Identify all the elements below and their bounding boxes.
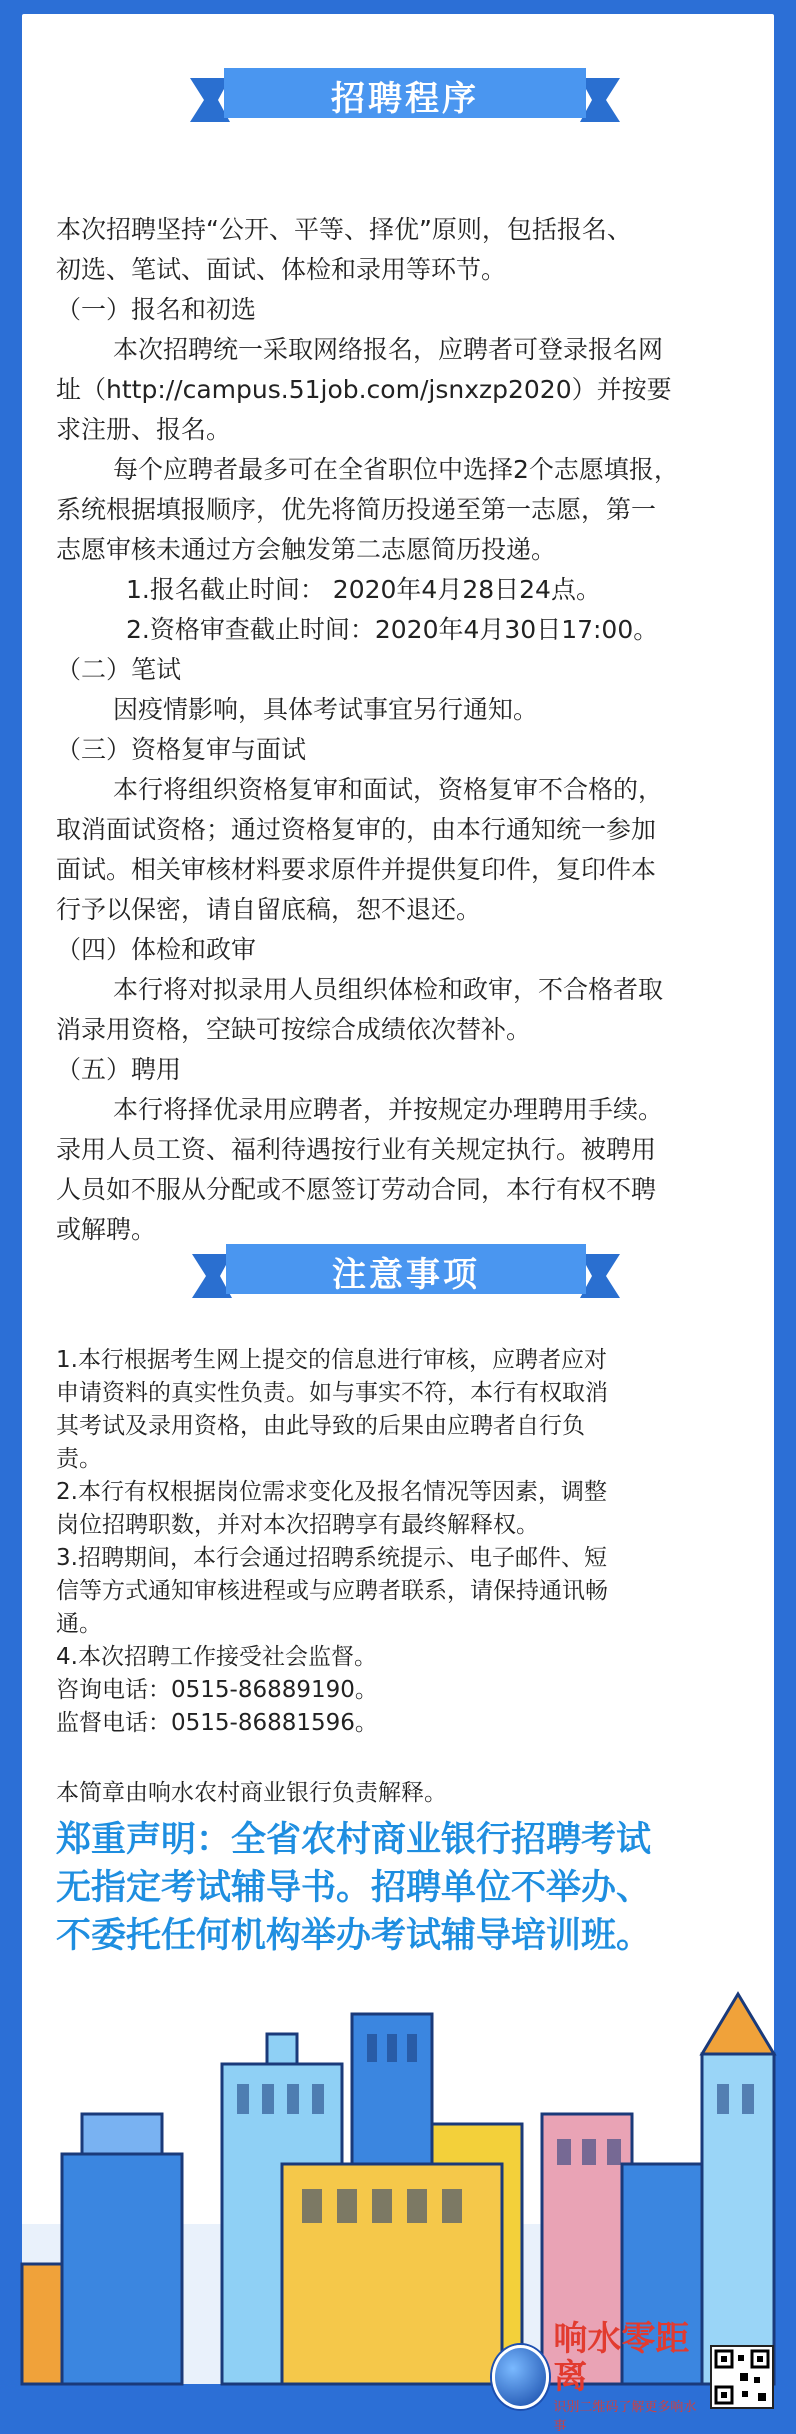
note-line: 监督电话：0515-86881596。 xyxy=(56,1710,378,1736)
procedure-line: 本次招聘统一采取网络报名，应聘者可登录报名网 xyxy=(113,335,664,364)
note-line: 通。 xyxy=(56,1611,102,1637)
procedure-line: （二）笔试 xyxy=(56,655,182,684)
note-line: 信等方式通知审核进程或与应聘者联系，请保持通讯畅 xyxy=(56,1578,608,1604)
procedure-line: 消录用资格，空缺可按综合成绩依次替补。 xyxy=(56,1015,532,1044)
procedure-line: 面试。相关审核材料要求原件并提供复印件，复印件本 xyxy=(56,855,657,884)
content-card xyxy=(22,14,774,2434)
procedure-line: （三）资格复审与面试 xyxy=(56,735,307,764)
procedure-line: 本行将组织资格复审和面试，资格复审不合格的， xyxy=(113,775,664,804)
note-line: 其考试及录用资格，由此导致的后果由应聘者自行负 xyxy=(56,1413,585,1439)
procedure-line: 址（http://campus.51job.com/jsnxzp2020）并按要 xyxy=(56,375,672,404)
section-title-notes xyxy=(192,1242,620,1300)
procedure-text xyxy=(56,210,679,1250)
section-title-procedure xyxy=(190,66,620,124)
procedure-line: （五）聘用 xyxy=(56,1055,182,1084)
procedure-line: 系统根据填报顺序，优先将简历投递至第一志愿，第一 xyxy=(56,495,657,524)
procedure-line: 求注册、报名。 xyxy=(56,415,232,444)
note-line: 4.本次招聘工作接受社会监督。 xyxy=(56,1644,377,1670)
brand-name: 响水零距离 xyxy=(553,2319,690,2397)
brand-tagline: 识别二维码了解更多响水事 xyxy=(553,2400,697,2434)
procedure-line: 因疫情影响，具体考试事宜另行通知。 xyxy=(113,695,539,724)
procedure-line: 志愿审核未通过方会触发第二志愿简历投递。 xyxy=(56,535,557,564)
note-line: 责。 xyxy=(56,1446,102,1472)
procedure-line: 本行将择优录用应聘者，并按规定办理聘用手续。 xyxy=(113,1095,664,1124)
declaration xyxy=(56,1816,756,1960)
note-line: 1.本行根据考生网上提交的信息进行审核，应聘者应对 xyxy=(56,1347,607,1373)
procedure-line: 本次招聘坚持“公开、平等、择优”原则，包括报名、 xyxy=(56,215,632,244)
procedure-line: 1.报名截止时间： 2020年4月28日24点。 xyxy=(126,575,601,604)
note-line: 岗位招聘职数，并对本次招聘享有最终解释权。 xyxy=(56,1512,539,1538)
procedure-line: 人员如不服从分配或不愿签订劳动合同，本行有权不聘 xyxy=(56,1175,657,1204)
procedure-line: 录用人员工资、福利待遇按行业有关规定执行。被聘用 xyxy=(56,1135,657,1164)
footer-logo xyxy=(492,2320,774,2434)
procedure-line: 取消面试资格；通过资格复审的，由本行通知统一参加 xyxy=(56,815,657,844)
procedure-line: （四）体检和政审 xyxy=(56,935,257,964)
declaration-line: 无指定考试辅导书。招聘单位不举办、 xyxy=(56,1868,652,1908)
section-title-text: 注意事项 xyxy=(332,1254,480,1295)
notes-list xyxy=(56,1344,608,1740)
procedure-line: 初选、笔试、面试、体检和录用等环节。 xyxy=(56,255,507,284)
qr-code-icon[interactable] xyxy=(710,2345,774,2409)
section-title-text: 招聘程序 xyxy=(331,78,479,119)
declaration-line: 郑重声明：全省农村商业银行招聘考试 xyxy=(56,1820,652,1860)
procedure-line: 本行将对拟录用人员组织体检和政审，不合格者取 xyxy=(113,975,664,1004)
note-line: 2.本行有权根据岗位需求变化及报名情况等因素，调整 xyxy=(56,1479,607,1505)
procedure-line: 行予以保密，请自留底稿，恕不退还。 xyxy=(56,895,482,924)
globe-icon xyxy=(492,2345,549,2409)
procedure-line: 或解聘。 xyxy=(56,1215,157,1244)
bank-note: 本简章由响水农村商业银行负责解释。 xyxy=(56,1780,447,1806)
declaration-line: 不委托任何机构举办考试辅导培训班。 xyxy=(56,1916,652,1956)
note-line: 申请资料的真实性负责。如与事实不符，本行有权取消 xyxy=(56,1380,608,1406)
procedure-line: 每个应聘者最多可在全省职位中选择2个志愿填报， xyxy=(113,455,679,484)
procedure-line: 2.资格审查截止时间：2020年4月30日17:00。 xyxy=(126,615,659,644)
procedure-line: （一）报名和初选 xyxy=(56,295,257,324)
note-line: 3.招聘期间，本行会通过招聘系统提示、电子邮件、短 xyxy=(56,1545,607,1571)
note-line: 咨询电话：0515-86889190。 xyxy=(56,1677,378,1703)
